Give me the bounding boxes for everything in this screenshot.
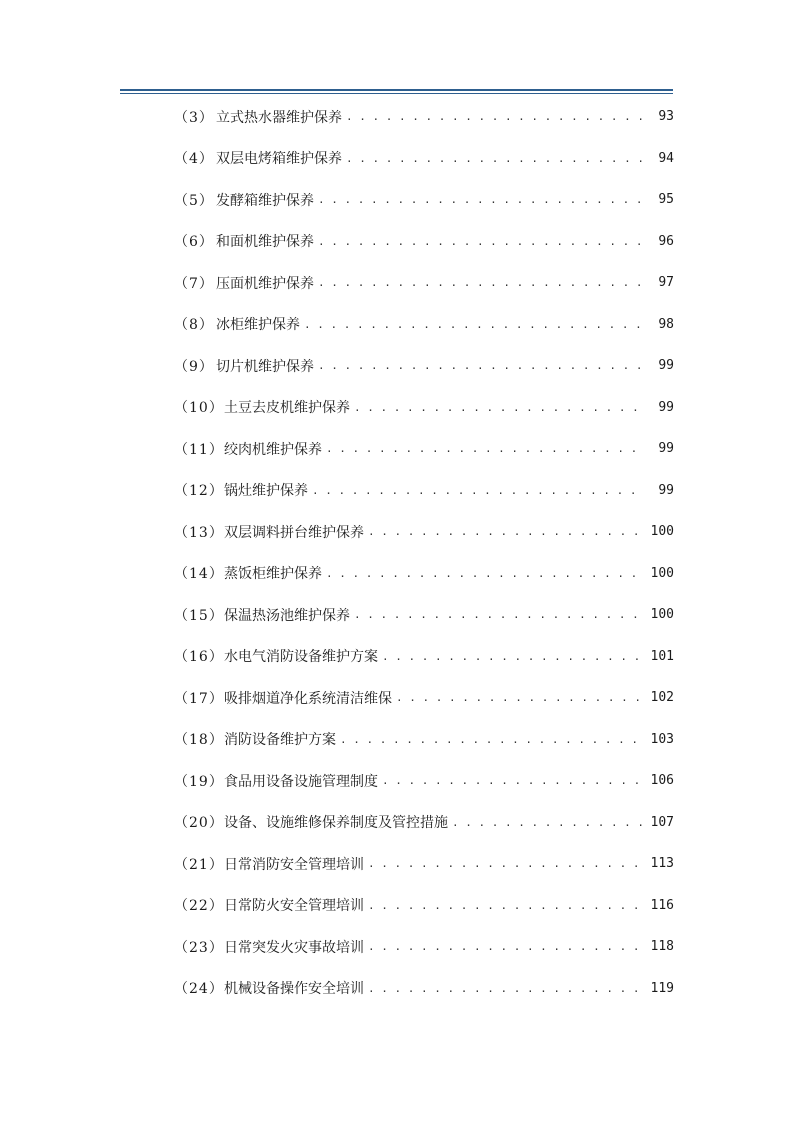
header-rule-thin bbox=[120, 93, 673, 94]
header-rule-thick bbox=[120, 89, 673, 91]
toc-entry-number: （3） bbox=[174, 109, 214, 126]
toc-dot-leader bbox=[382, 774, 642, 787]
toc-dot-leader bbox=[346, 152, 642, 165]
toc-dot-leader bbox=[382, 650, 642, 663]
toc-entry-page: 95 bbox=[658, 192, 674, 208]
toc-entry-page: 99 bbox=[658, 399, 674, 415]
toc-entry-number: （23） bbox=[174, 939, 224, 956]
toc-dot-leader bbox=[304, 318, 642, 331]
toc-entry-number: （22） bbox=[174, 898, 224, 915]
toc-dot-leader bbox=[396, 691, 642, 704]
toc-entry[interactable] bbox=[174, 179, 674, 221]
toc-entry[interactable] bbox=[174, 926, 674, 968]
toc-entry[interactable] bbox=[174, 719, 674, 761]
toc-entry-page: 101 bbox=[650, 648, 674, 664]
toc-dot-leader bbox=[368, 525, 642, 538]
toc-entry-page: 102 bbox=[650, 690, 674, 706]
toc-entry-title: 消防设备维护方案 bbox=[224, 732, 336, 749]
toc-entry[interactable] bbox=[174, 968, 674, 1010]
toc-entry-title: 日常防火安全管理培训 bbox=[224, 898, 364, 915]
toc-entry-title: 立式热水器维护保养 bbox=[216, 109, 342, 126]
header-rule bbox=[120, 89, 673, 94]
toc-entry-page: 118 bbox=[650, 939, 674, 955]
toc-entry-page: 99 bbox=[658, 441, 674, 457]
toc-entry[interactable] bbox=[174, 843, 674, 885]
toc-entry-title: 切片机维护保养 bbox=[216, 358, 314, 375]
toc-entry[interactable] bbox=[174, 553, 674, 595]
toc-entry-number: （13） bbox=[174, 524, 224, 541]
toc-entry-title: 日常突发火灾事故培训 bbox=[224, 939, 364, 956]
toc-entry[interactable] bbox=[174, 345, 674, 387]
toc-entry-page: 99 bbox=[658, 358, 674, 374]
toc-entry-title: 双层电烤箱维护保养 bbox=[216, 151, 342, 168]
toc-entry[interactable] bbox=[174, 802, 674, 844]
toc-entry-title: 机械设备操作安全培训 bbox=[224, 981, 364, 998]
toc-entry-page: 93 bbox=[658, 109, 674, 125]
toc-entry-page: 96 bbox=[658, 233, 674, 249]
toc-entry-title: 双层调料拼台维护保养 bbox=[224, 524, 364, 541]
toc-entry[interactable] bbox=[174, 304, 674, 346]
toc-entry-page: 99 bbox=[658, 482, 674, 498]
toc-entry-title: 水电气消防设备维护方案 bbox=[224, 649, 378, 666]
toc-entry-number: （12） bbox=[174, 483, 224, 500]
toc-entry[interactable] bbox=[174, 428, 674, 470]
toc-entry-number: （8） bbox=[174, 317, 214, 334]
toc-dot-leader bbox=[346, 110, 642, 123]
toc-dot-leader bbox=[354, 608, 642, 621]
toc-dot-leader bbox=[354, 401, 642, 414]
toc-entry[interactable] bbox=[174, 138, 674, 180]
toc-dot-leader bbox=[326, 442, 642, 455]
toc-entry-page: 107 bbox=[650, 814, 674, 830]
toc-dot-leader bbox=[368, 940, 642, 953]
toc-entry-number: （21） bbox=[174, 856, 224, 873]
table-of-contents bbox=[174, 96, 674, 1009]
toc-entry-title: 保温热汤池维护保养 bbox=[224, 607, 350, 624]
toc-entry-title: 设备、设施维修保养制度及管控措施 bbox=[224, 815, 448, 832]
toc-entry-number: （10） bbox=[174, 400, 224, 417]
toc-entry-title: 食品用设备设施管理制度 bbox=[224, 773, 378, 790]
toc-entry-title: 日常消防安全管理培训 bbox=[224, 856, 364, 873]
toc-entry-title: 冰柜维护保养 bbox=[216, 317, 300, 334]
toc-entry-number: （11） bbox=[174, 441, 224, 458]
toc-dot-leader bbox=[340, 733, 642, 746]
toc-entry-title: 绞肉机维护保养 bbox=[224, 441, 322, 458]
toc-entry[interactable] bbox=[174, 262, 674, 304]
toc-entry-page: 119 bbox=[650, 980, 674, 996]
toc-entry[interactable] bbox=[174, 221, 674, 263]
toc-entry-page: 97 bbox=[658, 275, 674, 291]
toc-dot-leader bbox=[452, 816, 642, 829]
toc-entry-title: 压面机维护保养 bbox=[216, 275, 314, 292]
toc-entry[interactable] bbox=[174, 677, 674, 719]
toc-dot-leader bbox=[368, 899, 642, 912]
toc-entry-title: 发酵箱维护保养 bbox=[216, 192, 314, 209]
toc-entry-number: （9） bbox=[174, 358, 214, 375]
toc-entry-page: 106 bbox=[650, 773, 674, 789]
toc-entry-title: 和面机维护保养 bbox=[216, 234, 314, 251]
toc-entry-title: 蒸饭柜维护保养 bbox=[224, 566, 322, 583]
toc-dot-leader bbox=[368, 982, 642, 995]
toc-entry-page: 100 bbox=[650, 607, 674, 623]
toc-entry[interactable] bbox=[174, 760, 674, 802]
toc-entry-page: 116 bbox=[650, 897, 674, 913]
toc-dot-leader bbox=[318, 359, 642, 372]
toc-dot-leader bbox=[318, 276, 642, 289]
toc-entry-number: （14） bbox=[174, 566, 224, 583]
toc-entry-page: 100 bbox=[650, 565, 674, 581]
toc-entry[interactable] bbox=[174, 470, 674, 512]
toc-entry-number: （15） bbox=[174, 607, 224, 624]
toc-entry-page: 103 bbox=[650, 731, 674, 747]
toc-entry-title: 锅灶维护保养 bbox=[224, 483, 308, 500]
toc-entry[interactable] bbox=[174, 636, 674, 678]
toc-entry[interactable] bbox=[174, 594, 674, 636]
toc-dot-leader bbox=[326, 567, 642, 580]
toc-entry-page: 113 bbox=[650, 856, 674, 872]
toc-entry[interactable] bbox=[174, 96, 674, 138]
toc-dot-leader bbox=[318, 193, 642, 206]
toc-entry-number: （5） bbox=[174, 192, 214, 209]
toc-entry-number: （19） bbox=[174, 773, 224, 790]
toc-entry-number: （20） bbox=[174, 815, 224, 832]
toc-dot-leader bbox=[318, 235, 642, 248]
toc-entry-number: （7） bbox=[174, 275, 214, 292]
toc-entry[interactable] bbox=[174, 387, 674, 429]
toc-entry[interactable] bbox=[174, 511, 674, 553]
toc-entry-number: （18） bbox=[174, 732, 224, 749]
toc-entry-number: （17） bbox=[174, 690, 224, 707]
toc-entry-number: （16） bbox=[174, 649, 224, 666]
toc-entry-page: 94 bbox=[658, 150, 674, 166]
toc-dot-leader bbox=[368, 857, 642, 870]
toc-dot-leader bbox=[312, 484, 642, 497]
toc-entry-title: 吸排烟道净化系统清洁维保 bbox=[224, 690, 392, 707]
toc-entry-page: 100 bbox=[650, 524, 674, 540]
toc-entry-number: （4） bbox=[174, 151, 214, 168]
toc-entry-number: （6） bbox=[174, 234, 214, 251]
toc-entry-title: 土豆去皮机维护保养 bbox=[224, 400, 350, 417]
toc-entry-page: 98 bbox=[658, 316, 674, 332]
toc-entry-number: （24） bbox=[174, 981, 224, 998]
toc-entry[interactable] bbox=[174, 885, 674, 927]
